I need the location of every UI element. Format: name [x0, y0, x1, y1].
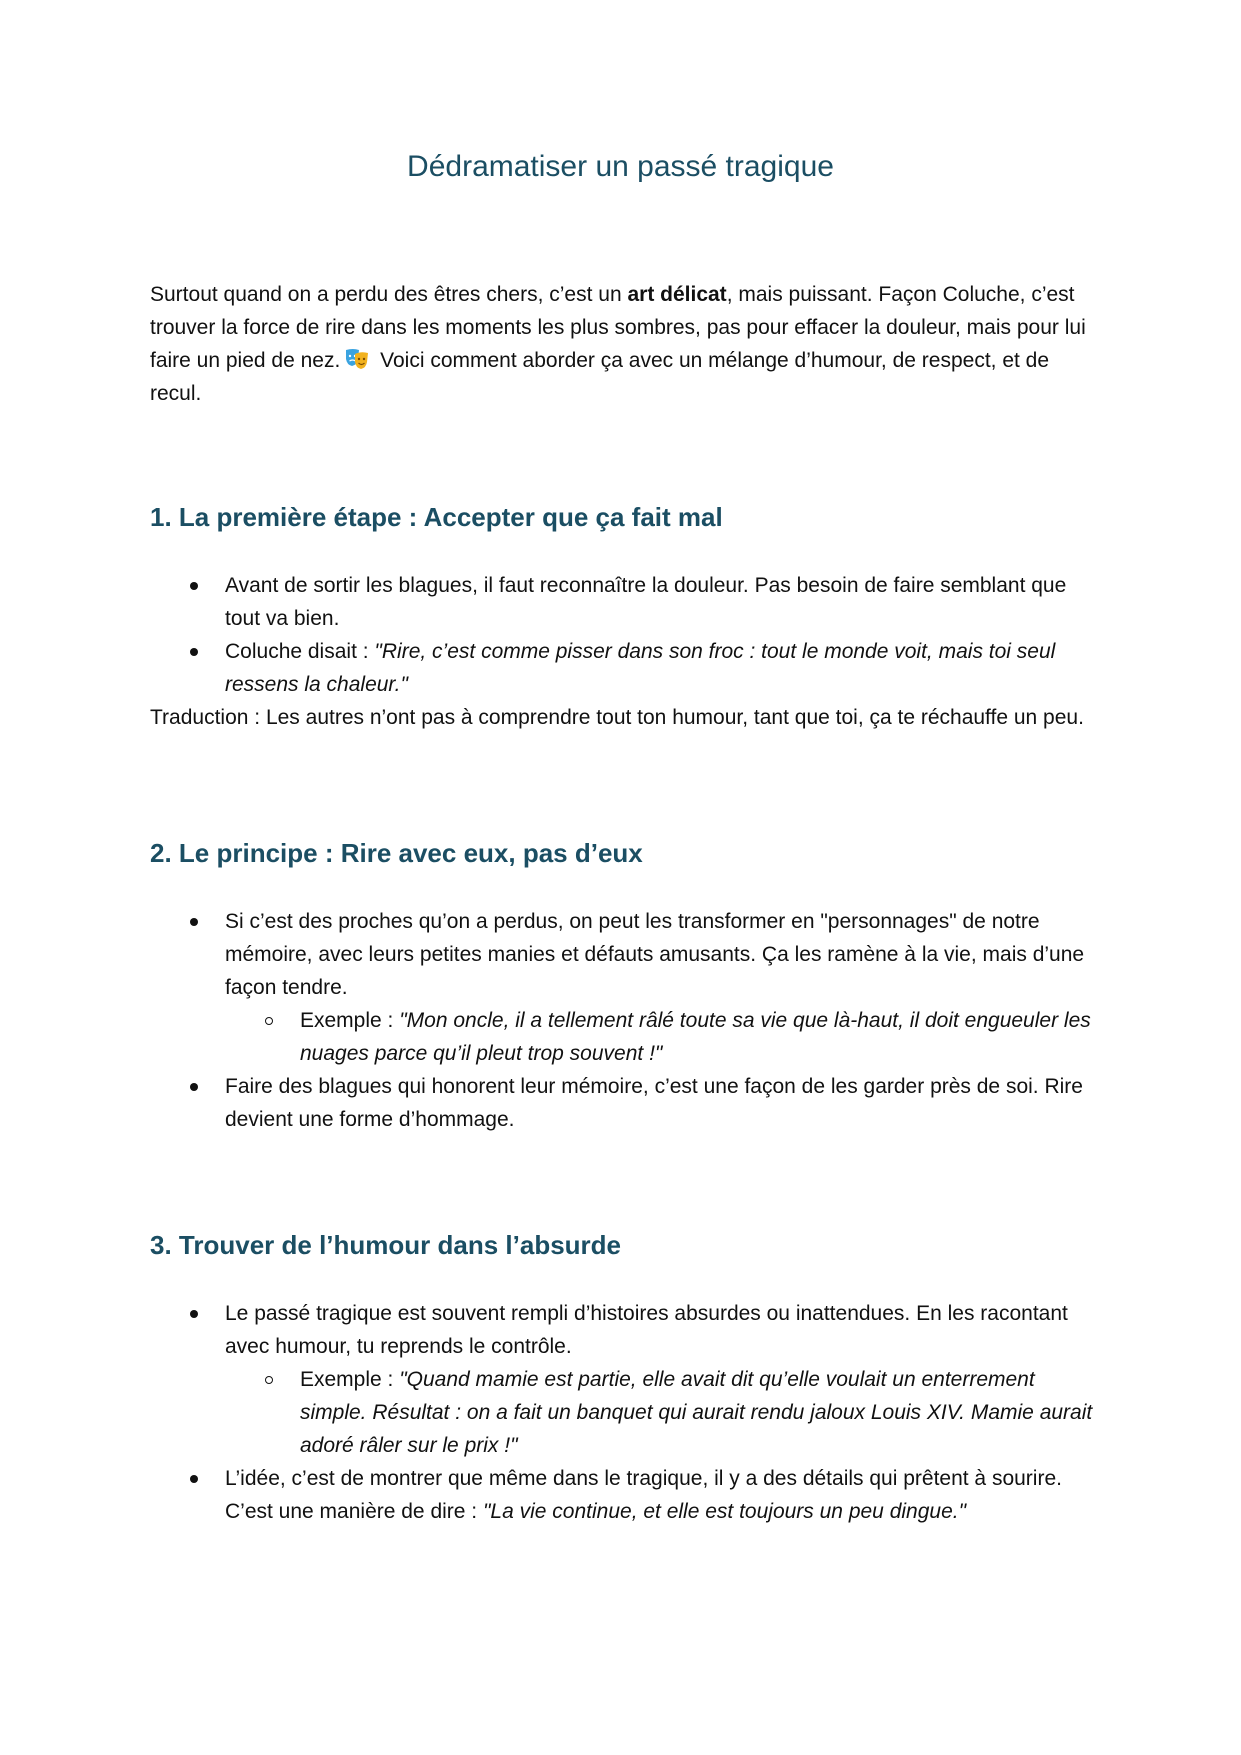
intro-text-3: Voici comment aborder ça avec un mélange d’humour, de respect, et de recul. [150, 349, 1050, 405]
document-title: Dédramatiser un passé tragique [407, 150, 834, 183]
list-item [150, 635, 1095, 701]
intro-text-2: , mais puissant. Façon Coluche, c’est trouver la force de rire dans les moments les plus sombres, pas pour effacer la douleur, mais pour lui faire un pied de nez. [150, 283, 1086, 372]
list-item-text: Avant de sortir les blagues, il faut reconnaître la douleur. Pas besoin de faire semblant que tout va bien. [225, 574, 1067, 630]
bullet-icon [190, 582, 198, 590]
bullet-icon [190, 648, 198, 656]
list-item-text: Faire des blagues qui honorent leur mémoire, c’est une façon de les garder près de soi. Rire devient une forme d’hommage. [225, 1075, 1083, 1131]
list-item-text: Si c’est des proches qu’on a perdus, on peut les transformer en "personnages" de notre mémoire, avec leurs petites manies et défauts amusants. Ça les ramène à la vie, mais d’une façon tendre. [225, 910, 1085, 999]
section-1-list [150, 569, 1095, 701]
section-3-list [150, 1297, 1095, 1528]
list-item-text: L’idée, c’est de montrer que même dans le tragique, il y a des détails qui prêtent à sourire. C’est une manière de dire : [225, 1467, 1062, 1523]
quote-text: "Rire, c’est comme pisser dans son froc : tout le monde voit, mais toi seul ressens la chaleur." [225, 640, 1056, 696]
intro-paragraph [150, 278, 1095, 410]
performing-arts-icon [344, 347, 370, 369]
sub-list-item [225, 1004, 1095, 1070]
list-item-text: Le passé tragique est souvent rempli d’histoires absurdes ou inattendues. En les racontant avec humour, tu reprends le contrôle. [225, 1302, 1068, 1358]
bullet-icon [190, 1083, 198, 1091]
section-2-list [150, 905, 1095, 1136]
sub-list [225, 1004, 1095, 1070]
quote-text: "Quand mamie est partie, elle avait dit qu’elle voulait un enterrement simple. Résultat : on a fait un banquet qui aurait rendu jaloux Louis XIV. Mamie aurait adoré râler sur le prix !" [300, 1368, 1093, 1457]
sub-item-label: Exemple : [300, 1368, 400, 1391]
list-item [150, 1070, 1095, 1136]
sub-bullet-icon [265, 1017, 273, 1025]
quote-text: "Mon oncle, il a tellement râlé toute sa vie que là-haut, il doit engueuler les nuages parce qu’il pleut trop souvent !" [300, 1009, 1091, 1065]
list-item [150, 905, 1095, 1070]
sub-bullet-icon [265, 1376, 273, 1384]
section-3-heading: 3. Trouver de l’humour dans l’absurde [150, 1230, 621, 1260]
bullet-icon [190, 1475, 198, 1483]
sub-list [225, 1363, 1095, 1462]
list-item [150, 569, 1095, 635]
section-1-heading: 1. La première étape : Accepter que ça fait mal [150, 502, 723, 532]
sub-list-item [225, 1363, 1095, 1462]
quote-text: "La vie continue, et elle est toujours un peu dingue." [482, 1500, 967, 1523]
intro-bold: art délicat [627, 283, 727, 306]
sub-item-label: Exemple : [300, 1009, 400, 1032]
intro-text-1: Surtout quand on a perdu des êtres chers, c’est un [150, 283, 628, 306]
section-2-heading: 2. Le principe : Rire avec eux, pas d’eux [150, 838, 643, 868]
list-item-text: Coluche disait : [225, 640, 375, 663]
list-item [150, 1297, 1095, 1462]
bullet-icon [190, 918, 198, 926]
translation-paragraph: Traduction : Les autres n’ont pas à comprendre tout ton humour, tant que toi, ça te réchauffe un peu. [150, 706, 1084, 729]
list-item [150, 1462, 1095, 1528]
bullet-icon [190, 1310, 198, 1318]
